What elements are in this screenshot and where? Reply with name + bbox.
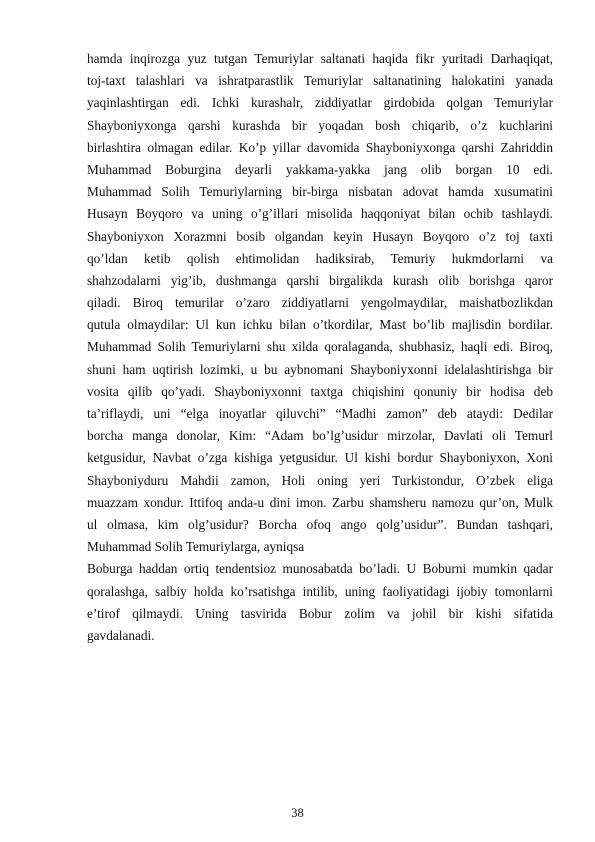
text-line: qiladi. Biroq temurilar o’zaro ziddiyatlarni yengolmaydilar, maishatbozlikdan	[87, 295, 553, 311]
paragraph-end-line: gavdalanadi.	[87, 627, 155, 643]
text-line: ul olmasa, kim olg’usidur? Borcha ofoq ango qolg’usidur”. Bundan tashqari,	[87, 516, 553, 532]
text-line: hamda inqirozga yuz tutgan Temuriylar saltanati haqida fikr yuritadi Darhaqiqat,	[87, 51, 553, 66]
text-line: Husayn Boyqoro va uning o’g’illari misolida haqqoniyat bilan ochib tashlaydi.	[87, 206, 553, 222]
text-line: borcha manga donolar, Kim: “Adam bo’lg’usidur mirzolar, Davlati oli Temurl	[87, 428, 553, 444]
text-line: qoralashga, salbiy holda ko’rsatishga intilib, uning faoliyatidagi ijobiy tomonlarni	[87, 583, 553, 599]
paragraph-end-line: Muhammad Solih Temuriylarga, ayniqsa	[87, 539, 305, 555]
text-line: yaqinlashtirgan edi. Ichki kurashalr, ziddiyatlar girdobida qolgan Temuriylar	[87, 95, 553, 111]
text-line: Muhammad Solih Temuriylarni shu xilda qoralaganda, shubhasiz, haqli edi. Biroq,	[87, 339, 553, 355]
text-line: Shayboniyxon Xorazmni bosib olgandan keyin Husayn Boyqoro o’z toj taxti	[87, 228, 553, 244]
text-line: ketgusidur, Navbat o’zga kishiga yetgusidur. Ul kishi bordur Shayboniyxon, Xoni	[87, 450, 553, 466]
text-line: Shayboniyxonga qarshi kurashda bir yoqadan bosh chiqarib, o’z kuchlarini	[87, 117, 553, 133]
text-line: muazzam xondur. Ittifoq anda-u dini imon. Zarbu shamsheru namozu qur’on, Mulk	[87, 494, 553, 510]
text-line: shuni ham uqtirish lozimki, u bu aybnomani Shayboniyxonni idelalashtirishga bir	[87, 361, 553, 377]
text-line: Muhammad Boburgina deyarli yakkama-yakka jang olib borgan 10 edi.	[87, 161, 553, 177]
text-line: birlashtira olmagan edilar. Ko’p yillar davomida Shayboniyxonga qarshi Zahriddin	[87, 139, 553, 155]
text-line: qo’ldan ketib qolish ehtimolidan hadiksirab, Temuriy hukmdorlarni va	[87, 250, 553, 266]
text-line: ta’riflaydi, uni “elga inoyatlar qiluvchi” “Madhi zamon” deb ataydi: Dedilar	[87, 406, 553, 421]
text-line: toj-taxt talashlari va ishratparastlik Temuriylar saltanatining halokatini yanada	[87, 73, 553, 89]
text-line: qutula olmaydilar: Ul kun ichku bilan o’tkordilar, Mast bo’lib majlisdin bordilar.	[87, 317, 553, 333]
text-line: Shayboniyduru Mahdii zamon, Holi oning yeri Turkistondur, O’zbek eliga	[87, 472, 553, 488]
text-line: vosita qilib qo’yadi. Shayboniyxonni taxtga chiqishini qonuniy bir hodisa deb	[87, 383, 553, 399]
page-number: 38	[291, 806, 304, 820]
text-line: e’tirof qilmaydi. Uning tasvirida Bobur zolim va johil bir kishi sifatida	[87, 605, 553, 621]
text-line: Muhammad Solih Temuriylarning bir-birga nisbatan adovat hamda xusumatini	[87, 184, 553, 200]
text-line: shahzodalarni yig’ib, dushmanga qarshi birgalikda kurash olib borishga qaror	[87, 272, 553, 288]
body-text	[87, 48, 553, 647]
text-line: Boburga haddan ortiq tendentsioz munosabatda bo’ladi. U Boburni mumkin qadar	[87, 561, 553, 577]
